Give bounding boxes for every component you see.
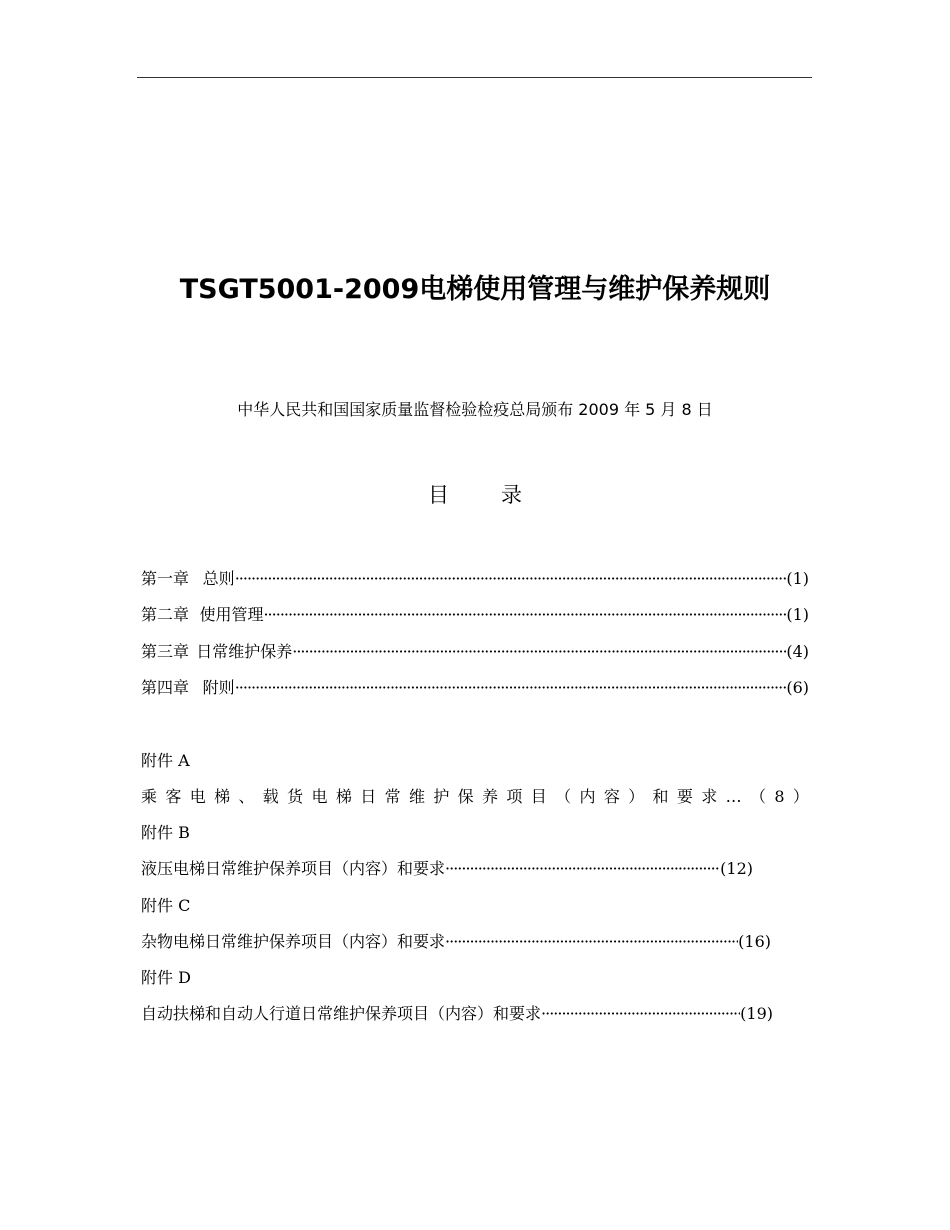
appendix-title-char: 梯 (214, 787, 231, 806)
appendix-title: 自动扶梯和自动人行道日常维护保养项目（内容）和要求 (141, 1004, 542, 1023)
issuer-line: 中华人民共和国国家质量监督检验检疫总局颁布 2009 年 5 月 8 日 (237, 400, 713, 419)
appendix-c-label: 附件 C (141, 896, 191, 915)
page-number: (16) (738, 932, 771, 951)
chapter-number: 第二章 (141, 605, 190, 624)
toc-entry-chapter-3[interactable] (141, 640, 809, 664)
appendix-title-char: 容 (603, 787, 620, 806)
chapter-number: 第三章 (141, 642, 190, 661)
appendix-title-char: … (725, 787, 742, 806)
dot-leader (292, 640, 786, 664)
page-number: (12) (720, 859, 753, 878)
toc-entry-appendix-c[interactable] (141, 930, 771, 954)
chapter-number: 第一章 (141, 569, 190, 588)
chapter-number: 第四章 (141, 678, 190, 697)
appendix-title-char: ） (628, 787, 645, 806)
chapter-title: 日常维护保养 (196, 642, 293, 661)
chapter-title: 附则 (202, 678, 235, 697)
page-number: (1) (786, 605, 809, 624)
appendix-title-char: 电 (189, 787, 206, 806)
document-title: TSGT5001-2009电梯使用管理与维护保养规则 (179, 274, 771, 305)
toc-entry-chapter-2[interactable] (141, 603, 809, 627)
dot-leader (445, 857, 720, 881)
appendix-title-char: （ (749, 787, 766, 806)
dot-leader (445, 930, 738, 954)
dot-leader (263, 603, 786, 627)
appendix-d-label: 附件 D (141, 968, 191, 987)
appendix-title-char: 护 (433, 787, 450, 806)
dot-leader (235, 676, 787, 700)
appendix-a-label: 附件 A (141, 751, 190, 770)
appendix-title-char: 货 (287, 787, 304, 806)
appendix-title-char: 项 (506, 787, 523, 806)
toc-entry-appendix-b[interactable] (141, 857, 753, 881)
appendix-title-char: 养 (482, 787, 499, 806)
appendix-title-char: ） (792, 787, 809, 806)
appendix-title-char: 目 (530, 787, 547, 806)
appendix-title-char: 8 (774, 787, 785, 806)
appendix-title-char: 要 (676, 787, 693, 806)
toc-heading (0, 480, 950, 510)
toc-heading-char-2: 录 (501, 483, 522, 507)
appendix-title-char: 日 (360, 787, 377, 806)
toc-entry-chapter-4[interactable] (141, 676, 809, 700)
dot-leader (541, 1002, 740, 1026)
appendix-title-char: 维 (408, 787, 425, 806)
appendix-title-char: 客 (165, 787, 182, 806)
appendix-title-char: 、 (238, 787, 255, 806)
chapter-title: 使用管理 (199, 605, 264, 624)
appendix-title-char: 内 (579, 787, 596, 806)
appendix-title-char: 和 (652, 787, 669, 806)
appendix-title-char: 电 (311, 787, 328, 806)
page-number: (6) (786, 678, 809, 697)
appendix-b-label: 附件 B (141, 823, 190, 842)
page-number: (1) (786, 569, 809, 588)
toc-entry-chapter-1[interactable] (141, 567, 809, 591)
page-number: (4) (786, 642, 809, 661)
top-rule (137, 77, 812, 78)
appendix-title-char: 保 (457, 787, 474, 806)
page-number: (19) (740, 1004, 773, 1023)
appendix-title-char: （ (555, 787, 572, 806)
toc-entry-appendix-a[interactable] (141, 785, 809, 809)
toc-heading-char-1: 目 (428, 483, 449, 507)
dot-leader (235, 567, 787, 591)
appendix-title-char: 梯 (335, 787, 352, 806)
appendix-title-char: 载 (262, 787, 279, 806)
appendix-title-char: 求 (701, 787, 718, 806)
appendix-title: 杂物电梯日常维护保养项目（内容）和要求 (141, 932, 446, 951)
appendix-title-char: 乘 (141, 787, 158, 806)
chapter-title: 总则 (202, 569, 235, 588)
appendix-title: 液压电梯日常维护保养项目（内容）和要求 (141, 859, 446, 878)
toc-entry-appendix-d[interactable] (141, 1002, 773, 1026)
appendix-title-char: 常 (384, 787, 401, 806)
